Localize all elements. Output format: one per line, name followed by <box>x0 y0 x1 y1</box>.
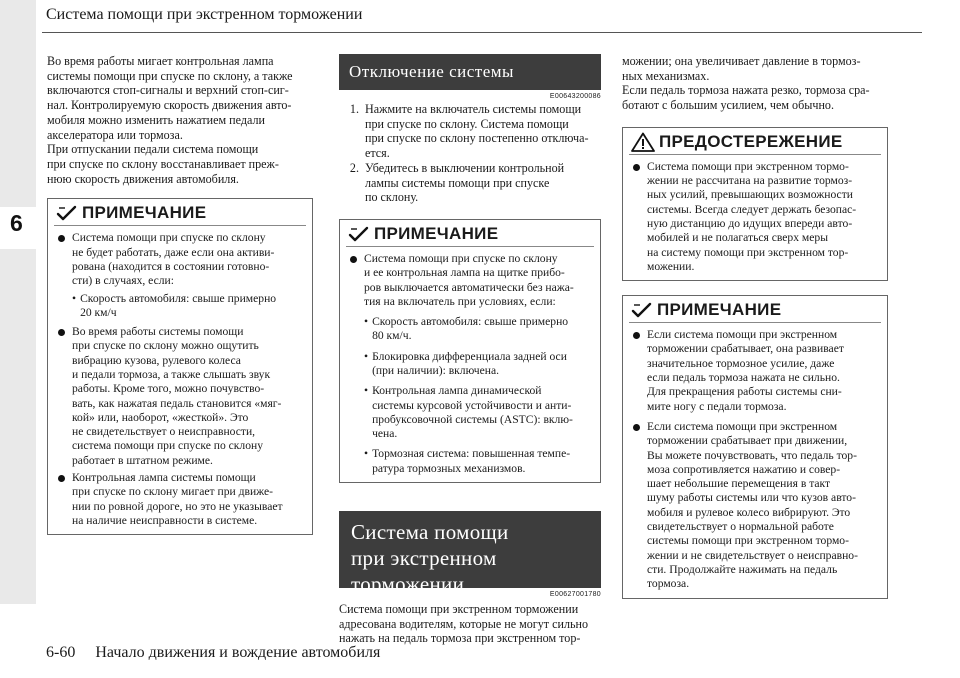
text-line: Убедитесь в выключении контрольной <box>365 160 565 175</box>
intro-paragraph <box>47 54 313 142</box>
text-line: на наличие неисправности в системе. <box>72 513 258 527</box>
text-line: ботают с большим усилием, чем обычно. <box>622 98 835 113</box>
text-line: Система помощи при спуске по склону <box>364 251 558 265</box>
warning-header <box>623 128 887 154</box>
note-title: ПРИМЕЧАНИЕ <box>657 300 782 320</box>
text-line: если педаль тормоза нажата не сильно. <box>647 371 840 385</box>
note-title: ПРИМЕЧАНИЕ <box>374 223 499 243</box>
sub-list-item <box>346 447 594 476</box>
step-number: 1. <box>349 102 359 116</box>
text-line: нал. Контролируемую скорость движения авто- <box>47 98 292 113</box>
bullet-dot <box>58 235 65 242</box>
note-body <box>623 323 887 597</box>
bullet-dot <box>58 329 65 336</box>
text-line: моза сопротивляется нажатию и совер- <box>647 462 841 476</box>
text-line: сти) в случаях, если: <box>72 274 174 288</box>
text-line: Скорость автомобиля: свыше примерно <box>80 291 277 305</box>
text-line: нажать на педаль тормоза при экстренном тор- <box>339 631 581 646</box>
text-line: чена. <box>372 427 398 441</box>
text-line: мите ногу с педали тормоза. <box>647 399 787 413</box>
text-line: сти. Продолжайте нажимать на педаль <box>647 562 838 576</box>
text-line: ется. <box>365 146 390 161</box>
bullet-dot <box>633 424 640 431</box>
text-line: нюю скорость движения автомобиля. <box>47 171 239 186</box>
text-line: рована (находится в состоянии готовно- <box>72 259 270 273</box>
note-box <box>47 198 313 535</box>
text-line: Во время работы мигает контрольная лампа <box>47 54 274 68</box>
sub-list-item <box>346 350 594 379</box>
text-line: Система помощи при экстренном торможении <box>339 602 579 617</box>
text-line: вать, как нажатая педаль становится «мяг- <box>72 396 282 410</box>
warning-triangle-icon <box>631 132 655 152</box>
text-line: ных механизмах. <box>622 68 710 83</box>
text-line: мобиля и рулевое колесо вибрируют. Это <box>647 505 851 519</box>
sub-bullet: • <box>72 291 77 305</box>
text-line: кой» или, наоборот, «жесткой». Это <box>72 410 249 424</box>
list-item <box>629 328 881 414</box>
text-line: можении. <box>647 259 695 273</box>
chapter-side-strip <box>0 0 36 604</box>
text-line: шуму работы системы или что кузов авто- <box>647 491 856 505</box>
text-line: тия на включатель при условиях, если: <box>364 294 556 308</box>
text-line: жении не рассчитана на развитие тормоз- <box>647 174 853 188</box>
list-item <box>629 160 881 274</box>
text-line: вибрацию кузова, рулевого колеса <box>72 353 241 367</box>
sub-list-item <box>346 315 594 344</box>
text-line: Во время работы системы помощи <box>72 325 244 339</box>
header-rule <box>42 32 922 33</box>
text-line: шает небольшие перемещения в такт <box>647 477 831 491</box>
page-number: 6-60 <box>46 644 76 661</box>
text-line: при спуске по склону мигает при движе- <box>72 485 274 499</box>
step-item <box>339 161 601 205</box>
bullet-dot <box>633 164 640 171</box>
bullet-dot <box>58 475 65 482</box>
text-line: системы. Всегда следует держать безопас- <box>647 202 857 216</box>
text-line: при спуске по склону можно ощутить <box>72 339 259 353</box>
text-line: торможении срабатывает, она развивает <box>647 342 844 356</box>
note-title: ПРИМЕЧАНИЕ <box>82 203 207 223</box>
footer-chapter-title: Начало движения и вождение автомобиля <box>95 644 381 661</box>
sub-list-item <box>346 384 594 441</box>
text-line: свидетельствует о нормальной работе <box>647 520 834 534</box>
release-paragraph <box>47 142 313 186</box>
text-line: (при наличии): включена. <box>372 364 500 377</box>
column-1 <box>47 54 313 535</box>
list-item <box>54 325 306 468</box>
text-line: Система помощи при экстренном тормо- <box>647 159 849 173</box>
sub-list-item <box>54 292 306 321</box>
text-line: Если система помощи при экстренном <box>647 328 838 342</box>
note-box <box>339 219 601 483</box>
column-2 <box>339 54 601 646</box>
text-line: акселератора или тормоза. <box>47 127 183 142</box>
note-header <box>340 220 600 246</box>
note-header <box>623 296 887 322</box>
intro-paragraph <box>339 602 601 646</box>
steps-list <box>339 102 601 205</box>
title-line: торможении <box>351 572 465 597</box>
text-line: при спуске по склону. Система помощи <box>365 116 569 131</box>
text-line: Контрольная лампа динамической <box>372 384 542 398</box>
text-line: Для прекращения работы системы сни- <box>647 385 842 399</box>
text-line: мобиля можно изменить нажатием педали <box>47 112 265 127</box>
pencil-check-icon <box>631 301 653 319</box>
text-line: ратура тормозных механизмов. <box>372 461 526 475</box>
text-line: тормоза. <box>647 577 690 591</box>
text-line: система помощи при спуске по склону <box>72 439 264 453</box>
note-body <box>340 247 600 482</box>
text-line: Тормозная система: повышенная темпе- <box>372 447 571 461</box>
text-line: жении и не свидетельствует о неисправно- <box>647 548 858 562</box>
text-line: Система помощи при спуске по склону <box>72 231 266 245</box>
note-body <box>48 226 312 534</box>
text-line: не будет работать, даже если она активи- <box>72 245 275 259</box>
text-line: Контрольная лампа системы помощи <box>72 471 256 485</box>
column-3 <box>622 54 888 599</box>
bullet-dot <box>633 332 640 339</box>
warning-body <box>623 155 887 280</box>
text-line: можении; она увеличивает давление в тормоз- <box>622 54 861 68</box>
text-line: работы. Кроме того, можно почувство- <box>72 382 265 396</box>
text-line: включаются стоп-сигналы и верхний стоп-сиг- <box>47 83 289 98</box>
text-line: адресована водителям, которые не могут сильно <box>339 616 589 631</box>
text-line: по склону. <box>365 190 419 205</box>
list-item <box>54 231 306 288</box>
text-line: работает в штатном режиме. <box>72 453 213 467</box>
text-line: на систему помощи при экстренном тор- <box>647 245 849 259</box>
continuation-paragraph <box>622 54 888 83</box>
text-line: Если педаль тормоза нажата резко, тормоза сра- <box>622 83 870 98</box>
document-code: E00627001780 <box>549 591 601 599</box>
text-line: Если система помощи при экстренном <box>647 419 838 433</box>
text-line: значительное тормозное усилие, даже <box>647 356 835 370</box>
step-number: 2. <box>349 160 359 175</box>
bullet-dot <box>350 256 357 263</box>
text-line: не свидетельствует о неисправности, <box>72 425 256 439</box>
text-line: системы курсовой устойчивости и анти- <box>372 398 572 412</box>
sub-bullet: • <box>364 349 369 363</box>
pencil-check-icon <box>348 225 370 243</box>
page-footer <box>46 644 380 662</box>
text-line: ров выключается автоматически без нажа- <box>364 280 574 294</box>
hard-braking-paragraph <box>622 83 888 112</box>
title-line: Система помощи <box>351 520 509 545</box>
warning-title: ПРЕДОСТЕРЕЖЕНИЕ <box>659 131 843 151</box>
text-line: 20 км/ч <box>80 305 117 319</box>
text-line: нии по ровной дороге, но это не указывает <box>72 499 283 513</box>
text-line: Блокировка дифференциала задней оси <box>372 349 567 363</box>
sub-bullet: • <box>364 384 369 398</box>
text-line: при спуске по склону постепенно отключа- <box>365 131 589 146</box>
text-line: системы помощи при спуске по склону, а также <box>47 68 293 83</box>
step-item <box>339 102 601 161</box>
section-title: Отключение системы <box>339 54 601 90</box>
chapter-number: 6 <box>10 210 23 236</box>
text-line: лампы системы помощи при спуске <box>365 175 550 190</box>
warning-box <box>622 127 888 281</box>
text-line: 80 км/ч. <box>372 329 412 343</box>
text-line: При отпускании педали система помощи <box>47 142 259 157</box>
sub-bullet: • <box>364 447 369 461</box>
text-line: и ее контрольная лампа на щитке прибо- <box>364 266 565 280</box>
note-header <box>48 199 312 225</box>
note-box <box>622 295 888 598</box>
pencil-check-icon <box>56 204 78 222</box>
text-line: пробуксовочной системы (ASTC): вклю- <box>372 412 573 426</box>
text-line: ную дистанцию до идущих впереди авто- <box>647 217 853 230</box>
title-line: при экстренном <box>351 546 497 571</box>
text-line: Нажмите на включатель системы помощи <box>365 102 582 116</box>
text-line: мобилей и не полагаться сверх меры <box>647 231 828 245</box>
page-header-title: Система помощи при экстренном торможении <box>46 6 363 23</box>
list-item <box>629 420 881 592</box>
text-line: системы помощи при экстренном тормо- <box>647 534 849 548</box>
sub-bullet: • <box>364 315 369 329</box>
text-line: Скорость автомобиля: свыше примерно <box>372 315 569 329</box>
list-item <box>54 471 306 528</box>
text-line: и педали тормоза, а также слышать звук <box>72 368 271 381</box>
text-line: торможении срабатывает при движении, <box>647 434 848 448</box>
document-code: E00643200086 <box>549 93 601 100</box>
text-line: при спуске по склону восстанавливает преж- <box>47 156 279 171</box>
text-line: Вы можете почувствовать, что педаль тор- <box>647 448 857 462</box>
text-line: ных усилий, превышающих возможности <box>647 188 853 202</box>
list-item <box>346 252 594 309</box>
